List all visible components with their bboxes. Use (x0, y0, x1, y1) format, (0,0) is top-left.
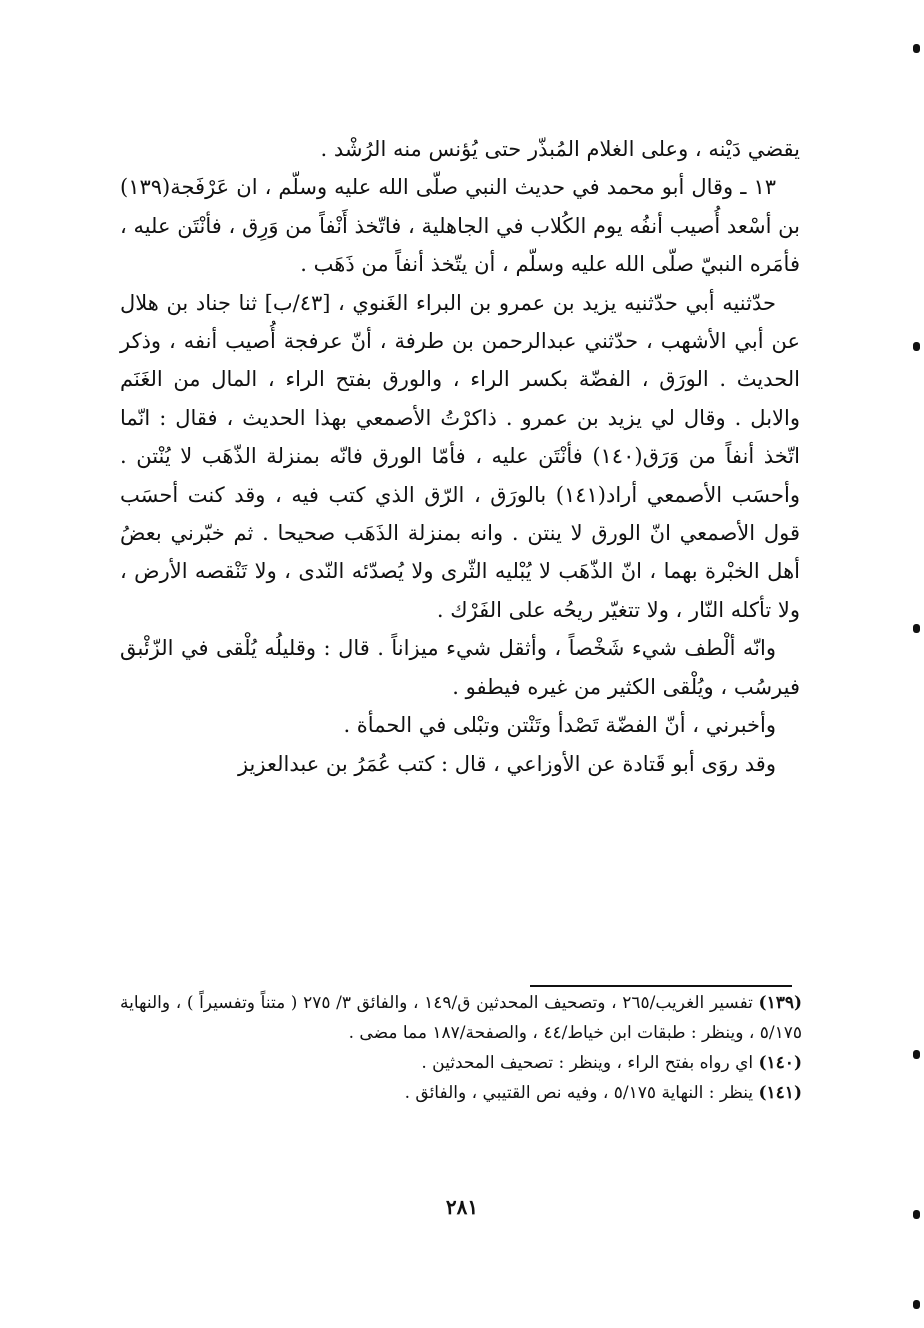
paragraph: يقضي دَيْنه ، وعلى الغلام المُبذّر حتى يُؤنس منه الرُشْد . (320, 137, 800, 161)
page-number: ٢٨١ (445, 1195, 479, 1219)
main-text (120, 130, 800, 783)
paragraph: حدّثنيه أبي حدّثنيه يزيد بن عمرو بن البراء الغَنوي ، [٤٣/ب] ثنا جناد بن هلال عن أبي الأشهب ، حدّثني عبدالرحمن بن طرفة ، أنّ عرفجة أُصيب أنفه ، وذكر الحديث . الورَق ، الفضّة بكسر الراء ، والورق بفتح الراء ، المال من الغَنَم والابل . وقال لي يزيد بن عمرو . ذاكرْتُ الأصمعي بهذا الحديث ، فقال : انّما اتّخذ أنفاً من وَرَق(١٤٠) فأنْتَن عليه ، فأمّا الورق فانّه بمنزلة الذّهَب لا يُنْتن . وأحسَب الأصمعي أراد(١٤١) بالورَق ، الرّق الذي كتب فيه ، وقد كنت أحسَب قول الأصمعي انّ الورق لا ينتن . وانه بمنزلة الذَهَب صحيحا . ثم خبّرني بعضُ أهل الخبْرة بهما ، انّ الذّهَب لا يُبْليه الثّرى ولا يُصدّئه النّدى ، ولا تَنْقصه الأرض ، ولا تأكله النّار ، ولا تتغيّر ريحُه على الفَرْك . (120, 290, 800, 622)
binding-mark (913, 1300, 920, 1309)
footnote-number: (١٤٠) (758, 1053, 802, 1073)
binding-mark (913, 624, 920, 633)
footnote-number: (١٣٩) (758, 993, 803, 1013)
binding-mark (913, 1050, 920, 1059)
footnote-divider (530, 985, 792, 987)
binding-mark (913, 1210, 920, 1219)
footnote (120, 988, 802, 1048)
footnote (120, 1078, 802, 1108)
footnote (120, 1048, 802, 1078)
paragraph: وقد روَى أبو قَتادة عن الأوزاعي ، قال : كتب عُمَرُ بن عبدالعزيز (237, 751, 776, 776)
paragraph: وانّه ألْطف شيء شَخْصاً ، وأثقل شيء ميزاناً . قال : وقليلُه يُلْقى في الزّئْبق فيرسُب ، ويُلْقى الكثير من غيره فيطفو . (120, 636, 800, 699)
binding-mark (913, 44, 920, 53)
binding-mark (913, 342, 920, 351)
paragraph: ١٣ ـ وقال أبو محمد في حديث النبي صلّى الله عليه وسلّم ، ان عَرْفَجة(١٣٩) بن أسْعد أُصيب أنفُه يوم الكُلاب في الجاهلية ، فاتّخذ أَنْفاً من وَرِق ، فأنْتَن عليه ، فأمَره النبيّ صلّى الله عليه وسلّم ، أن يتّخذ أنفاً من ذَهَب . (120, 175, 800, 277)
footnotes (120, 988, 802, 1108)
footnote-number: (١٤١) (758, 1083, 802, 1103)
footnote-text: اي رواه بفتح الراء ، وينظر : تصحيف المحدثين . (421, 1053, 754, 1073)
footnote-text: ينظر : النهاية ٥/١٧٥ ، وفيه نص القتيبي ، والفائق . (404, 1083, 754, 1103)
footnote-text: تفسير الغريب/٢٦٥ ، وتصحيف المحدثين ق/١٤٩ ، والفائق ٣/ ٢٧٥ ( متناً وتفسيراً ) ، والنهاية ٥/١٧٥ ، وينظر : طبقات ابن خياط/٤٤ ، والصفحة/١٨٧ مما مضى . (120, 993, 802, 1043)
paragraph: وأخبرني ، أنّ الفضّة تَصْدأ وتَنْتن وتبْلى في الحمأة . (343, 713, 776, 738)
